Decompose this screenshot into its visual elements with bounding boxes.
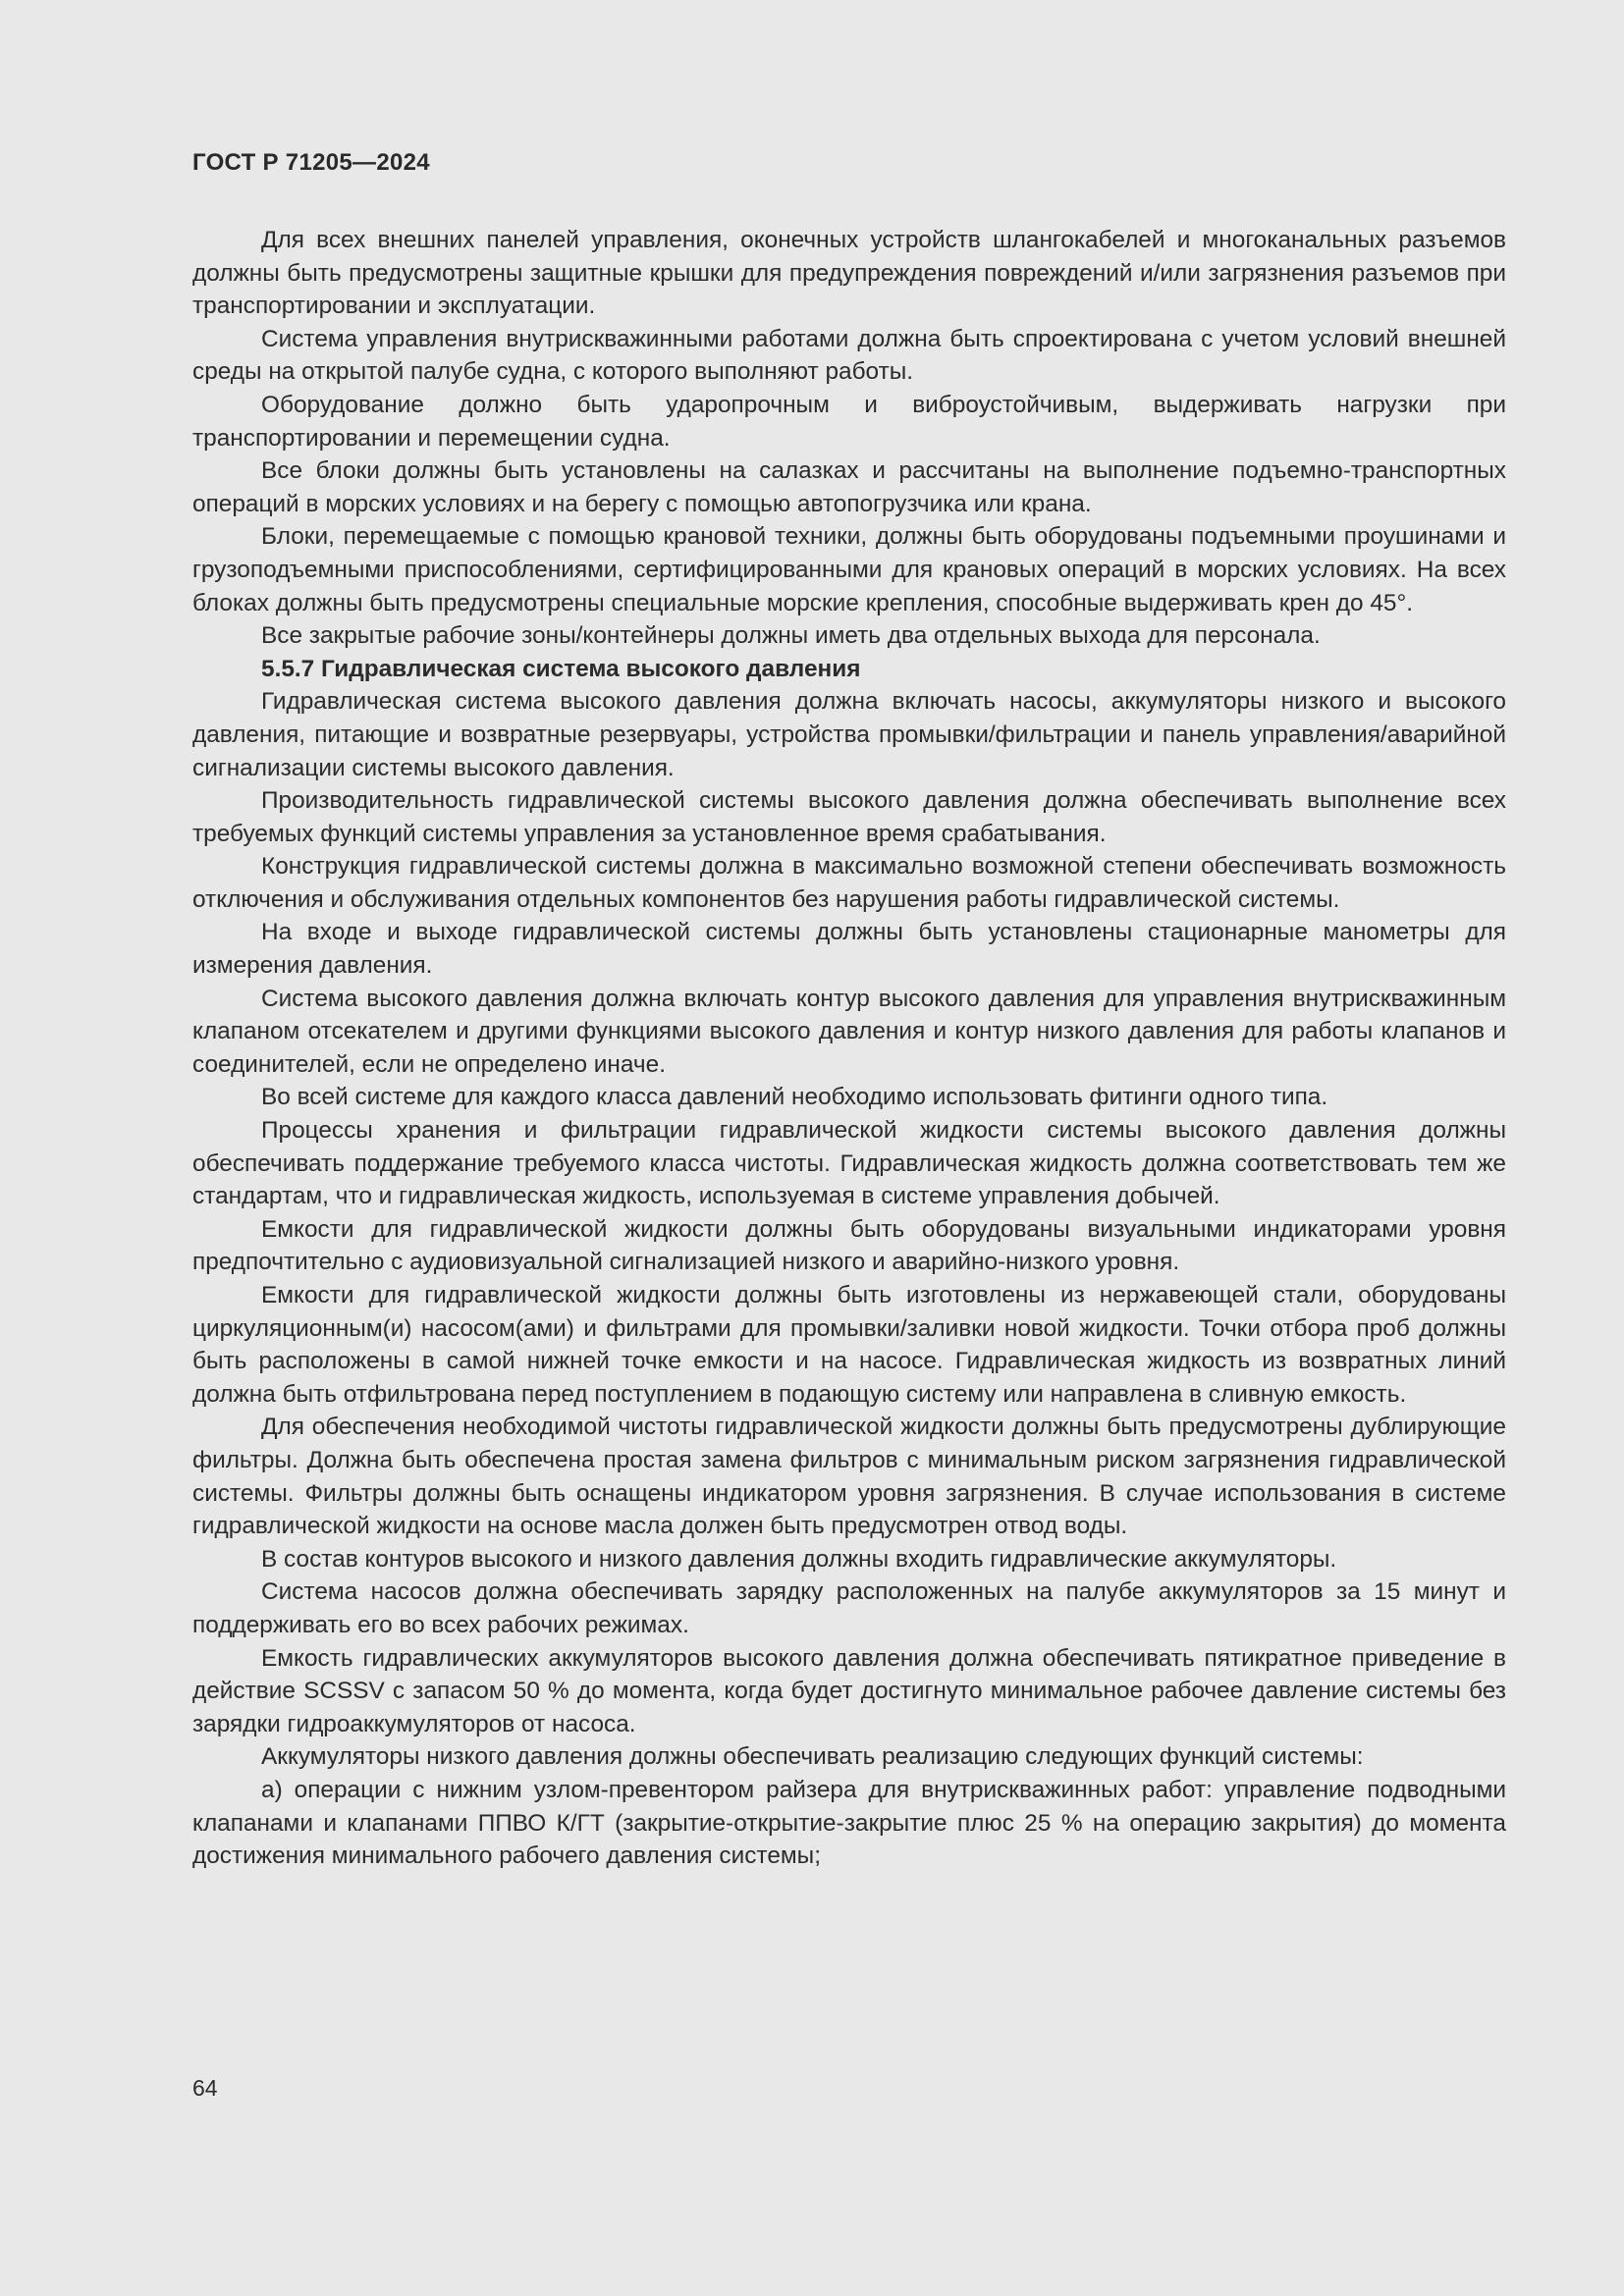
paragraph: На входе и выходе гидравлической системы должны быть установлены стационарные манометры для измерения давления. — [192, 919, 1506, 980]
paragraph: Система высокого давления должна включать контур высокого давления для управления внутрискважинным клапаном отсекателем и другими функциями высокого давления и контур низкого давления для работы клапанов и соединителей, если не определено иначе. — [192, 985, 1506, 1078]
list-item: а) операции с нижним узлом-превентором райзера для внутрискважинных работ: управление подводными клапанами и клапанами ППВО К/ГТ (закрытие-открытие-закрытие плюс 25 % на операцию закрытия) до момента достижения минимального рабочего давления системы; — [192, 1776, 1506, 1870]
paragraph: Система управления внутрискважинными работами должна быть спроектирована с учетом условий внешней среды на открытой палубе судна, с которого выполняют работы. — [192, 325, 1506, 386]
paragraph: Система насосов должна обеспечивать зарядку расположенных на палубе аккумуляторов за 15 минут и поддерживать его во всех рабочих режимах. — [192, 1578, 1506, 1638]
paragraph: Оборудование должно быть ударопрочным и виброустойчивым, выдерживать нагрузки при транспортировании и перемещении судна. — [192, 391, 1506, 452]
body-text — [192, 224, 1506, 1873]
paragraph: Все блоки должны быть установлены на салазках и рассчитаны на выполнение подъемно-транспортных операций в морских условиях и на берегу с помощью автопогрузчика или крана. — [192, 457, 1506, 517]
paragraph: В состав контуров высокого и низкого давления должны входить гидравлические аккумуляторы. — [261, 1545, 1337, 1573]
paragraph: Производительность гидравлической системы высокого давления должна обеспечивать выполнение всех требуемых функций системы управления за установленное время срабатывания. — [192, 787, 1506, 847]
paragraph: Конструкция гидравлической системы должна в максимально возможной степени обеспечивать возможность отключения и обслуживания отдельных компонентов без нарушения работы гидравлической системы. — [192, 853, 1506, 913]
paragraph: Для всех внешних панелей управления, оконечных устройств шлангокабелей и многоканальных разъемов должны быть предусмотрены защитные крышки для предупреждения повреждений и/или загрязнения разъемов при транспортировании и эксплуатации. — [192, 227, 1506, 320]
paragraph: Емкости для гидравлической жидкости должны быть оборудованы визуальными индикаторами уровня предпочтительно с аудиовизуальной сигнализацией низкого и аварийно-низкого уровня. — [192, 1215, 1506, 1276]
paragraph: Блоки, перемещаемые с помощью крановой техники, должны быть оборудованы подъемными проушинами и грузоподъемными приспособлениями, сертифицированными для крановых операций в морских условиях. На всех блоках должны быть предусмотрены специальные морские крепления, способные выдерживать крен до 45°. — [192, 523, 1506, 616]
paragraph: Процессы хранения и фильтрации гидравлической жидкости системы высокого давления должны обеспечивать поддержание требуемого класса чистоты. Гидравлическая жидкость должна соответствовать тем же стандартам, что и гидравлическая жидкость, используемая в системе управления добычей. — [192, 1117, 1506, 1210]
section-heading: 5.5.7 Гидравлическая система высокого давления — [261, 655, 861, 682]
paragraph: Емкость гидравлических аккумуляторов высокого давления должна обеспечивать пятикратное приведение в действие SCSSV с запасом 50 % до момента, когда будет достигнуто минимальное рабочее давление системы без зарядки гидроаккумуляторов от насоса. — [192, 1644, 1506, 1737]
document-code-header: ГОСТ Р 71205—2024 — [192, 149, 430, 176]
paragraph: Для обеспечения необходимой чистоты гидравлической жидкости должны быть предусмотрены дублирующие фильтры. Должна быть обеспечена простая замена фильтров с минимальным риском загрязнения гидравлической системы. Фильтры должны быть оснащены индикатором уровня загрязнения. В случае использования в системе гидравлической жидкости на основе масла должен быть предусмотрен отвод воды. — [192, 1414, 1506, 1540]
paragraph: Емкости для гидравлической жидкости должны быть изготовлены из нержавеющей стали, оборудованы циркуляционным(и) насосом(ами) и фильтрами для промывки/заливки новой жидкости. Точки отбора проб должны быть расположены в самой нижней точке емкости и на насосе. Гидравлическая жидкость из возвратных линий должна быть отфильтрована перед поступлением в подающую систему или направлена в сливную емкость. — [192, 1282, 1506, 1408]
paragraph: Аккумуляторы низкого давления должны обеспечивать реализацию следующих функций системы: — [261, 1743, 1364, 1771]
paragraph: Во всей системе для каждого класса давлений необходимо использовать фитинги одного типа. — [261, 1084, 1328, 1111]
paragraph: Все закрытые рабочие зоны/контейнеры должны иметь два отдельных выхода для персонала. — [261, 622, 1321, 650]
paragraph: Гидравлическая система высокого давления должна включать насосы, аккумуляторы низкого и высокого давления, питающие и возвратные резервуары, устройства промывки/фильтрации и панель управления/аварийной сигнализации системы высокого давления. — [192, 688, 1506, 781]
page-number: 64 — [192, 2075, 218, 2101]
